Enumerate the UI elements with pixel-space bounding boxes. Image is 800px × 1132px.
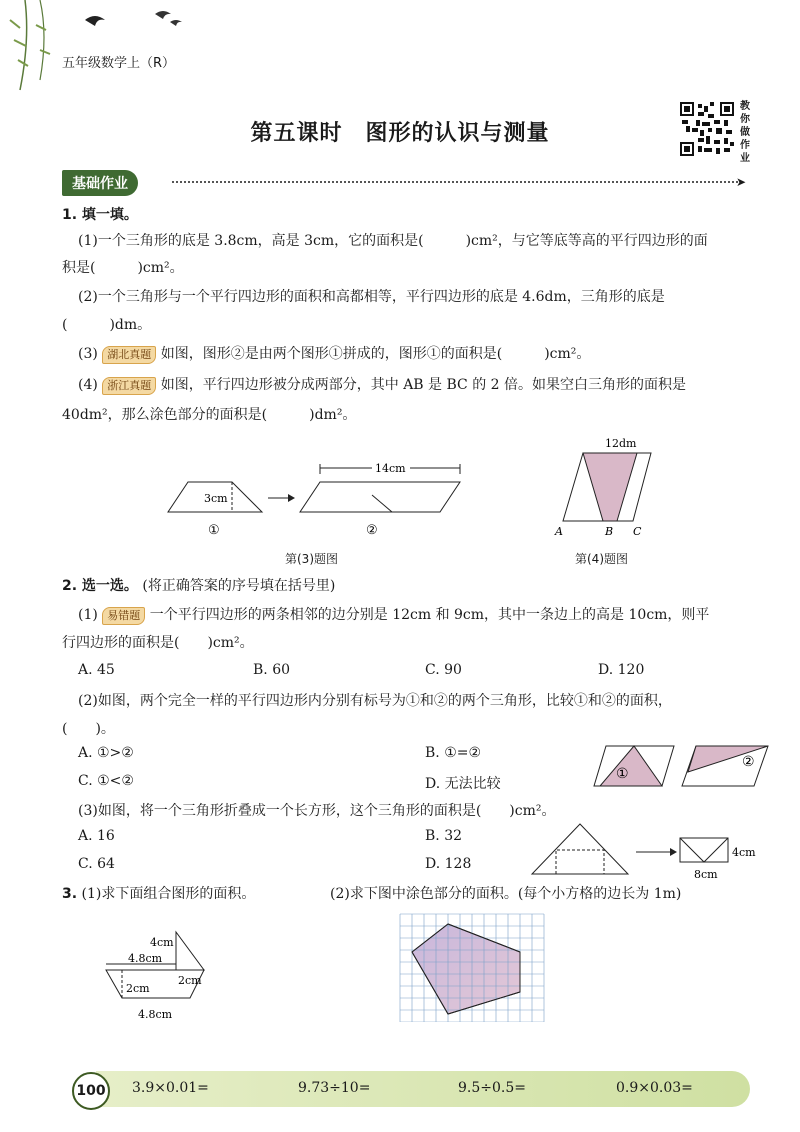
q3-fig1-48bottom: 4.8cm bbox=[138, 1008, 173, 1021]
section-divider bbox=[172, 181, 738, 183]
q1-title: 1. 填一填。 bbox=[62, 207, 138, 223]
q2-fig-label-2: ② bbox=[742, 754, 755, 770]
q1-p3-text: 如图，图形②是由两个图形①拼成的，图形①的面积是( )cm²。 bbox=[160, 346, 591, 362]
q2-p3-option-b[interactable]: B. 32 bbox=[425, 828, 463, 844]
q2-p1-option-a[interactable]: A. 45 bbox=[78, 662, 115, 678]
q2-p2-option-c[interactable]: C. ①<② bbox=[78, 773, 134, 789]
fig3-top-label: 14cm bbox=[375, 462, 406, 475]
q2-p2-line1: (2)如图，两个完全一样的平行四边形内分别有标号为①和②的两个三角形，比较①和②的面积， bbox=[78, 693, 672, 709]
q2-p1-line2: 行四边形的面积是( )cm²。 bbox=[62, 635, 254, 651]
q3-figure-1 bbox=[98, 920, 228, 1030]
q2-p3-option-a[interactable]: A. 16 bbox=[78, 828, 115, 844]
q1-p4-line2: 40dm²，那么涂色部分的面积是( )dm²。 bbox=[62, 407, 357, 423]
q2-p1-tag: 易错题 bbox=[102, 607, 145, 625]
q2-p1-option-b[interactable]: B. 60 bbox=[253, 662, 291, 678]
q1-p1-line2: 积是( )cm²。 bbox=[62, 260, 184, 276]
fig4-A: A bbox=[555, 525, 563, 538]
qr-caption: 教你做作业 bbox=[740, 101, 750, 164]
q1-p3-prefix: (3) bbox=[78, 346, 98, 362]
q2-p2-option-d[interactable]: D. 无法比较 bbox=[425, 776, 501, 792]
q2-p1 bbox=[78, 604, 778, 626]
q2-fig3-bottom-label: 8cm bbox=[694, 868, 718, 881]
q1-p3 bbox=[78, 343, 778, 365]
lesson-title: 第五课时 图形的认识与测量 bbox=[250, 121, 550, 146]
q1-p1-line1: (1)一个三角形的底是 3.8cm，高是 3cm，它的面积是( )cm²，与它等底等高的平行四边形的面 bbox=[78, 233, 708, 249]
calc-1: 3.9×0.01= bbox=[132, 1080, 209, 1096]
q2-p1-text: 一个平行四边形的两条相邻的边分别是 12cm 和 9cm，其中一条边上的高是 10cm，则平 bbox=[149, 607, 710, 623]
q1-figure-3 bbox=[160, 460, 480, 540]
fig4-B: B bbox=[605, 525, 614, 538]
fig3-caption: 第(3)题图 bbox=[285, 552, 338, 566]
q3-fig1-48top: 4.8cm bbox=[128, 952, 163, 965]
q2-p1-prefix: (1) bbox=[78, 607, 98, 623]
q1-p4 bbox=[78, 374, 778, 396]
calc-3: 9.5÷0.5= bbox=[458, 1080, 526, 1096]
arrow-right-icon: ➤ bbox=[736, 175, 747, 189]
q2-p2-option-b[interactable]: B. ①=② bbox=[425, 745, 482, 761]
fig4-top-label: 12dm bbox=[605, 437, 637, 450]
q2-p2-figure bbox=[592, 742, 782, 792]
page-number: 100 bbox=[72, 1072, 110, 1110]
q2-p2-option-a[interactable]: A. ①>② bbox=[78, 745, 134, 761]
q3-fig1-4cm: 4cm bbox=[150, 936, 174, 949]
q2-title-line bbox=[62, 575, 762, 597]
grade-label: 五年级数学上（R） bbox=[62, 56, 176, 71]
fig3-height-label: 3cm bbox=[204, 492, 228, 505]
q3-grid-figure bbox=[398, 912, 552, 1022]
q2-title: 2. 选一选。 bbox=[62, 578, 138, 594]
q3-fig1-2cm-right: 2cm bbox=[178, 974, 202, 987]
q1-p4-prefix: (4) bbox=[78, 377, 98, 393]
q2-p1-option-c[interactable]: C. 90 bbox=[425, 662, 462, 678]
q1-figure-4 bbox=[545, 433, 665, 543]
q2-title-note: (将正确答案的序号填在括号里) bbox=[142, 578, 336, 594]
q3-title: 3. bbox=[62, 886, 78, 902]
q3-p2: (2)求下图中涂色部分的面积。(每个小方格的边长为 1m) bbox=[330, 886, 682, 902]
section-label: 基础作业 bbox=[62, 170, 138, 196]
fig3-label-2: ② bbox=[366, 523, 378, 538]
q2-p2-line2: ( )。 bbox=[62, 721, 115, 737]
calc-4: 0.9×0.03= bbox=[616, 1080, 693, 1096]
q2-p3-option-c[interactable]: C. 64 bbox=[78, 856, 115, 872]
q2-p1-option-d[interactable]: D. 120 bbox=[598, 662, 645, 678]
q2-p3-option-d[interactable]: D. 128 bbox=[425, 856, 472, 872]
q1-p3-tag: 湖北真题 bbox=[102, 346, 156, 364]
qr-code-icon[interactable] bbox=[680, 102, 734, 156]
q2-p3-line1: (3)如图，将一个三角形折叠成一个长方形，这个三角形的面积是( )cm²。 bbox=[78, 803, 556, 819]
q2-fig3-side-label: 4cm bbox=[732, 846, 756, 859]
fig4-caption: 第(4)题图 bbox=[575, 552, 628, 566]
fig3-label-1: ① bbox=[208, 523, 220, 538]
q2-fig-label-1: ① bbox=[616, 766, 629, 782]
q1-p4-tag: 浙江真题 bbox=[102, 377, 156, 395]
q1-p4-text: 如图，平行四边形被分成两部分，其中 AB 是 BC 的 2 倍。如果空白三角形的面积是 bbox=[160, 377, 687, 393]
q1-p2-line1: (2)一个三角形与一个平行四边形的面积和高都相等，平行四边形的底是 4.6dm，三角形的底是 bbox=[78, 289, 665, 305]
q2-p3-figure bbox=[530, 820, 770, 882]
q1-p2-line2: ( )dm。 bbox=[62, 317, 152, 333]
q3-fig1-2cm-left: 2cm bbox=[126, 982, 150, 995]
q3-p1: (1)求下面组合图形的面积。 bbox=[81, 886, 256, 902]
calc-2: 9.73÷10= bbox=[298, 1080, 371, 1096]
fig4-C: C bbox=[633, 525, 642, 538]
